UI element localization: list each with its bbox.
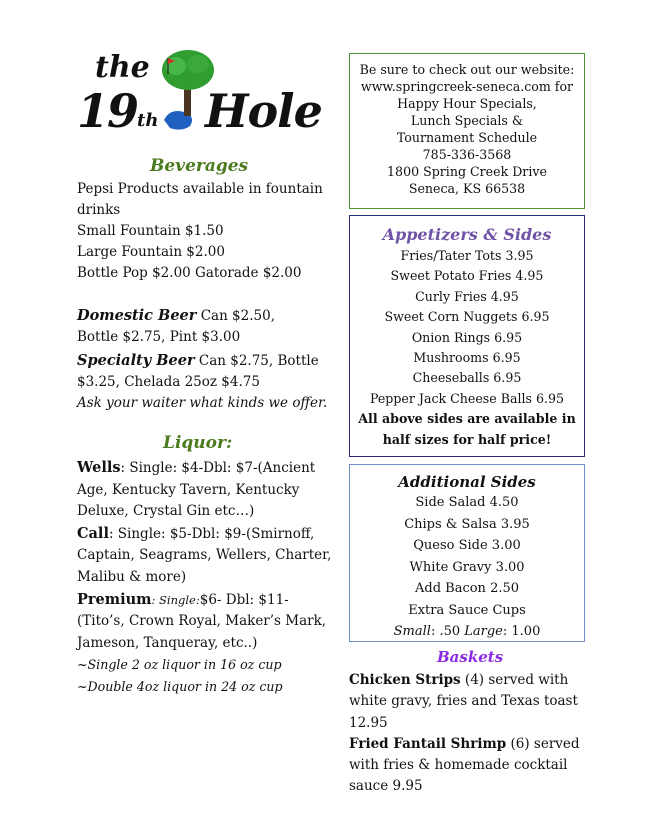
shrimp-line: Fried Fantail Shrimp (6) served [349,735,580,752]
wells-line: Deluxe, Crystal Gin etc…) [77,503,255,520]
side-item: Extra Sauce Cups [408,602,526,618]
beverage-line: Pepsi Products available in fountain [77,181,323,197]
appetizers-box [349,215,585,457]
call-line: Call: Single: $5-Dbl: $9-(Smirnoff, [77,524,315,542]
side-item: Queso Side 3.00 [413,538,521,553]
wells-line: Wells: Single: $4-Dbl: $7-(Ancient [77,459,316,476]
address-line: 1800 Spring Creek Drive [387,164,547,179]
shrimp-line: with fries & homemade cocktail [349,757,568,774]
appetizer-item: Cheeseballs 6.95 [412,370,522,386]
chicken-strips-price: 12.95 [349,714,388,731]
shrimp-price: sauce 9.95 [349,778,423,795]
additional-sides-heading: Additional Sides [398,473,536,491]
domestic-beer-line: Domestic Beer Can $2.50, [77,307,276,324]
side-item: Chips & Salsa 3.95 [404,516,530,532]
additional-sides-box [349,464,585,642]
side-item: Add Bacon 2.50 [414,581,520,596]
address-line: Seneca, KS 66538 [408,181,526,196]
tree-trunk [184,86,191,116]
baskets-heading: Baskets [437,648,504,666]
domestic-beer-label: Domestic Beer [77,307,197,324]
info-box [349,53,585,209]
liquor-note: ~Single 2 oz liquor in 16 oz cup [77,657,282,673]
side-item: Side Salad 4.50 [415,495,519,510]
half-size-note: half sizes for half price! [382,431,552,447]
call-label: Call [77,524,109,542]
specialty-beer-line: $3.25, Chelada 25oz $4.75 [77,374,260,390]
liquor-section [77,457,331,698]
wells-line: Age, Kentucky Tavern, Kentucky [77,481,300,498]
beverage-line: Bottle Pop $2.00 Gatorade $2.00 [77,265,302,281]
appetizer-item: Pepper Jack Cheese Balls 6.95 [369,390,565,406]
premium-line: (Tito’s, Crown Royal, Maker’s Mark, [77,613,327,630]
liquor-heading: Liquor: [163,433,233,453]
premium-line: Premium: Single:$6- Dbl: $11- [77,590,289,608]
chicken-strips-line: white gravy, fries and Texas toast [349,693,578,710]
beverages-section [77,179,323,284]
appetizer-item: Sweet Potato Fries 4.95 [390,268,544,284]
logo-word-the: the [95,50,150,85]
appetizer-item: Onion Rings 6.95 [411,329,523,345]
beer-note: Ask your waiter what kinds we offer. [77,395,328,411]
info-line: Tournament Schedule [396,130,538,145]
website-line: www.springcreek-seneca.com for [360,79,574,94]
liquor-note: ~Double 4oz liquor in 24 oz cup [77,678,283,694]
baskets-section [349,670,580,798]
beverage-line: Large Fountain $2.00 [77,244,225,260]
call-line: Malibu & more) [77,568,187,585]
sauce-size-prices: Small: .50 Large: 1.00 [393,624,541,639]
beverages-heading: Beverages [150,156,249,176]
appetizer-item: Curly Fries 4.95 [415,288,519,304]
logo [75,48,322,140]
premium-label: Premium [77,590,152,608]
info-line: Be sure to check out our website: [359,62,575,77]
call-line: Captain, Seagrams, Wellers, Charter, [77,547,332,564]
chicken-strips-line: Chicken Strips (4) served with [349,672,569,688]
logo-word-th: th [137,110,159,131]
side-item: White Gravy 3.00 [409,559,525,575]
beer-section [77,305,327,414]
logo-word-hole: Hole [205,84,322,138]
info-line: Lunch Specials & [410,113,524,128]
shrimp-name: Fried Fantail Shrimp [349,735,507,752]
appetizer-item: Fries/Tater Tots 3.95 [400,248,534,263]
info-line: Happy Hour Specials, [397,96,537,111]
appetizer-item: Mushrooms 6.95 [413,350,521,366]
chicken-strips-name: Chicken Strips [349,672,461,688]
beverage-line: drinks [77,202,121,218]
half-size-note: All above sides are available in [358,411,576,427]
specialty-beer-label: Specialty Beer [77,352,195,369]
appetizer-item: Sweet Corn Nuggets 6.95 [384,309,550,325]
beverage-line: Small Fountain $1.50 [77,223,224,239]
logo-word-19: 19 [77,84,138,138]
premium-line: Jameson, Tanqueray, etc..) [77,634,258,651]
specialty-beer-line: Specialty Beer Can $2.75, Bottle [77,352,319,369]
appetizers-heading: Appetizers & Sides [382,225,552,244]
phone-line: 785-336-3568 [422,147,512,162]
domestic-beer-line: Bottle $2.75, Pint $3.00 [77,329,241,345]
wells-label: Wells [77,459,121,476]
